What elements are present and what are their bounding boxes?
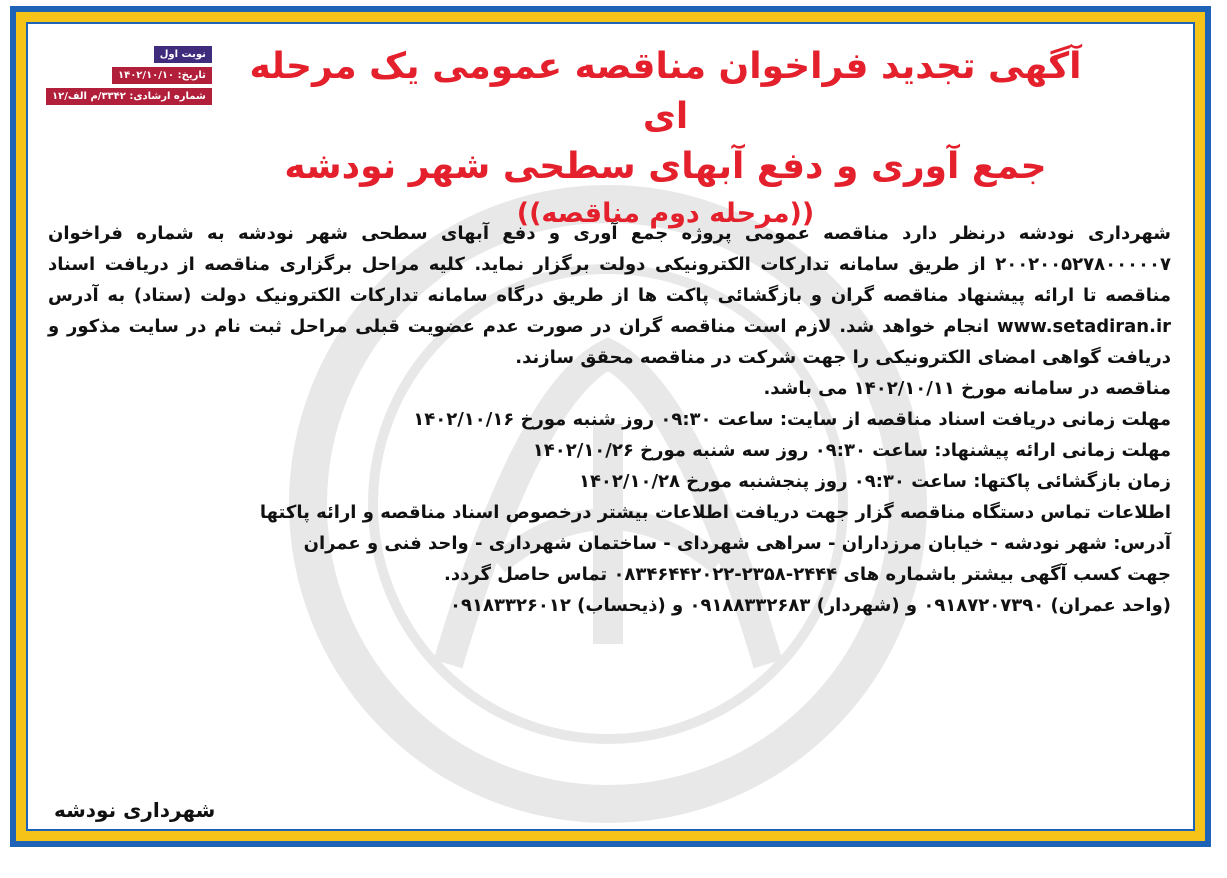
date-badge: تاریخ: ۱۴۰۲/۱۰/۱۰ (112, 67, 212, 84)
publish-date-line: مناقصه در سامانه مورخ ۱۴۰۲/۱۰/۱۱ می باشد. (763, 378, 1171, 399)
receive-deadline-line: مهلت زمانی دریافت اسناد مناقصه از سایت: ساعت ۰۹:۳۰ روز شنبه مورخ ۱۴۰۲/۱۰/۱۶ (413, 409, 1171, 430)
headline-line-2: جمع آوری و دفع آبهای سطحی شهر نودشه (284, 146, 1047, 187)
ad-body (48, 218, 1171, 621)
issue-badges (46, 46, 212, 105)
phone-line: جهت کسب آگهی بیشتر باشماره های ۲۴۴۴-۲۳۵۸-۰۸۳۴۶۴۴۲۰۲۲ تماس حاصل گردد. (444, 564, 1171, 585)
ad-frame-outer (10, 6, 1211, 847)
headline-line-1: آگهی تجدید فراخوان مناقصه عمومی یک مرحله ای (249, 46, 1082, 137)
submit-deadline-line: مهلت زمانی ارائه پیشنهاد: ساعت ۰۹:۳۰ روز سه شنبه مورخ ۱۴۰۲/۱۰/۲۶ (532, 440, 1171, 461)
headline-line-3: ((مرحله دوم مناقصه)) (516, 198, 815, 229)
address-line: آدرس: شهر نودشه - خیابان مرزداران - سراهی شهردای - ساختمان شهرداری - واحد فنی و عمران (303, 533, 1171, 554)
main-paragraph: شهرداری نودشه درنظر دارد مناقصه عمومی پروژه جمع آوری و دفع آبهای سطحی شهر نودشه به شماره فراخوان ۲۰۰۲۰۰۵۲۷۸۰۰۰۰۰۷ از طریق سامانه تدارکات الکترونیکی دولت برگزار نماید. کلیه مراحل برگزاری مناقصه از دریافت اسناد مناقصه تا ارائه پیشنهاد مناقصه گران و بازگشائی پاکت ها از طریق درگاه سامانه تدارکات الکترونیک دولت (ستاد) به آدرس www.setadiran.ir انجام خواهد شد. لازم است مناقصه گران در صورت عدم عضویت قبلی مراحل ثبت نام در سایت مذکور و دریافت گواهی امضای الکترونیکی را جهت شرکت در مناقصه محقق سازند. (48, 223, 1171, 368)
license-badge: شماره ارشادی: ۳۳۴۲/م الف/۱۲ (46, 88, 212, 105)
issue-badge: نوبت اول (154, 46, 212, 63)
headline (228, 42, 1103, 236)
signature: شهرداری نودشه (54, 798, 216, 822)
ad-paper (26, 22, 1195, 831)
contact-info-line: اطلاعات تماس دستگاه مناقصه گزار جهت دریافت اطلاعات بیشتر درخصوص اسناد مناقصه و ارائه پاکتها (259, 502, 1171, 523)
opening-time-line: زمان بازگشائی پاکتها: ساعت ۰۹:۳۰ روز پنجشنبه مورخ ۱۴۰۲/۱۰/۲۸ (578, 471, 1171, 492)
mobiles-line: (واحد عمران) ۰۹۱۸۷۲۰۷۳۹۰ و (شهردار) ۰۹۱۸۸۳۳۲۶۸۳ و (ذیحساب) ۰۹۱۸۳۳۲۶۰۱۲ (450, 595, 1171, 616)
